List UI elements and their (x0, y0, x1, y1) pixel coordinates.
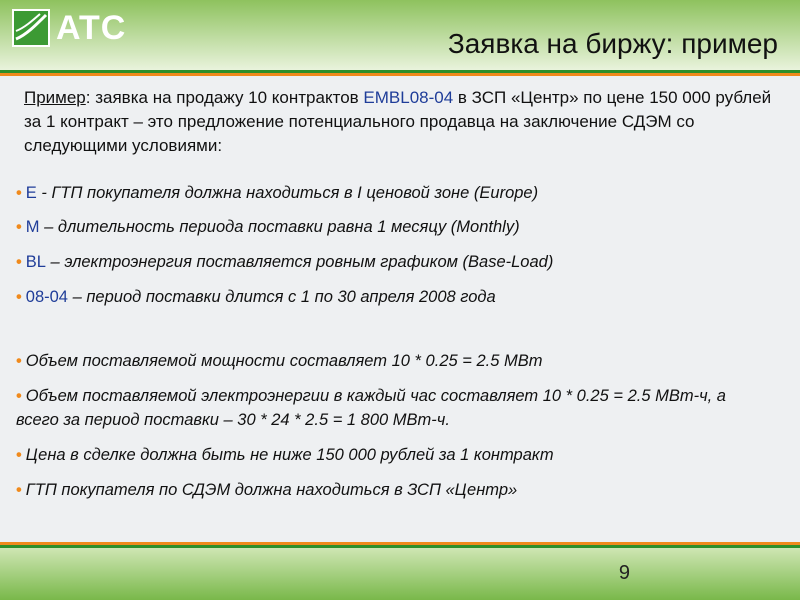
bullet-icon: • (16, 481, 22, 499)
bullet-code: M (25, 218, 40, 236)
bullet-item (16, 384, 756, 432)
bullet-code: 08-04 (25, 288, 68, 306)
bullet-icon: • (16, 446, 22, 464)
contract-code: EMBL08-04 (363, 88, 454, 107)
logo-text: ATC (56, 8, 127, 47)
company-logo (12, 8, 126, 48)
bullet-text: - ГТП покупателя должна находиться в I ценовой зоне (Europe) (36, 184, 539, 202)
bullet-text: – период поставки длится с 1 по 30 апреля 2008 года (67, 288, 496, 306)
logo-icon (12, 9, 50, 47)
header-bar (0, 0, 800, 70)
intro-paragraph (24, 86, 780, 158)
footer-bar (0, 548, 800, 600)
bullet-text: Объем поставляемой мощности составляет 10 * 0.25 = 2.5 МВт (25, 352, 543, 370)
page-title: Заявка на биржу: пример (447, 28, 778, 59)
intro-text-2: в ЗСП «Центр» по цене 150 000 рублей за 1 контракт – это предложение потенциального продавца на заключение СДЭМ со следующими условиями: (24, 88, 772, 155)
intro-text-1: : заявка на продажу 10 контрактов (85, 88, 364, 107)
bullet-item (16, 181, 786, 205)
bullet-icon: • (16, 352, 22, 370)
bullet-text: – длительность периода поставки равна 1 месяцу (Monthly) (39, 218, 520, 236)
bullet-code: E (25, 184, 37, 202)
bullet-text: Объем поставляемой электроэнергии в каждый час составляет 10 * 0.25 = 2.5 МВт-ч, а всего за период поставки – 30 * 24 * 2.5 = 1 800 МВт-ч. (16, 387, 726, 429)
bullet-icon: • (16, 253, 22, 271)
bullet-icon: • (16, 387, 22, 405)
bullet-item (16, 215, 786, 239)
bullet-icon: • (16, 184, 22, 202)
bullet-item (16, 250, 786, 274)
bullet-item (16, 285, 786, 309)
bullet-icon: • (16, 218, 22, 236)
bullet-item (16, 349, 786, 373)
bullet-text: Цена в сделке должна быть не ниже 150 000 рублей за 1 контракт (25, 446, 554, 464)
page-number: 9 (618, 562, 630, 584)
bullet-text: – электроэнергия поставляется ровным графиком (Base-Load) (45, 253, 554, 271)
bullet-item (16, 443, 786, 467)
bullet-icon: • (16, 288, 22, 306)
intro-label: Пример (24, 88, 86, 107)
bullet-item (16, 478, 786, 502)
bullet-code: BL (25, 253, 46, 271)
bullet-text: ГТП покупателя по СДЭМ должна находиться в ЗСП «Центр» (25, 481, 518, 499)
